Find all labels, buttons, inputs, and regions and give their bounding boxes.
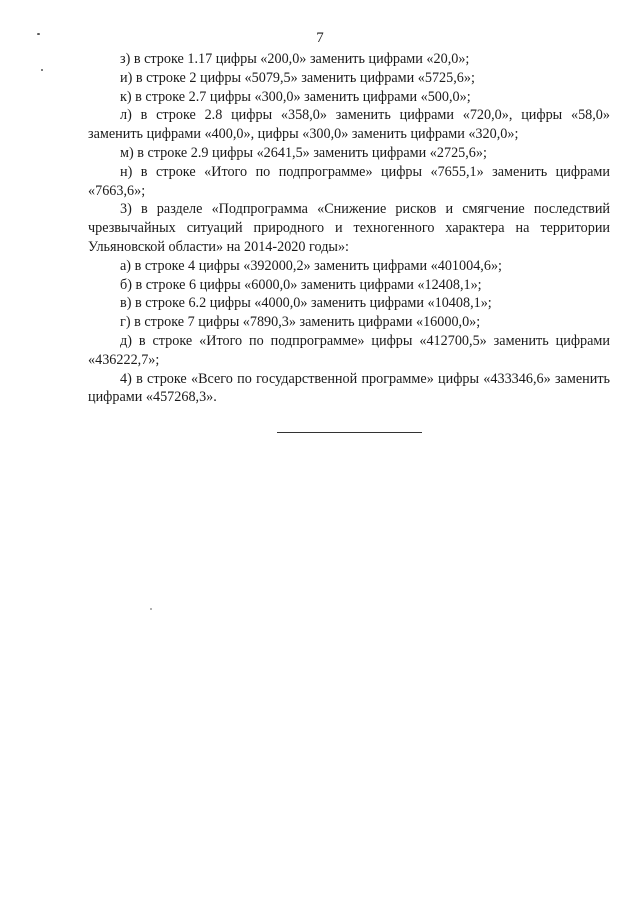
paragraph-item-n: н) в строке «Итого по подпрограмме» цифры «7655,1» заменить цифрами «7663,6»; — [88, 163, 610, 199]
paragraph-section-4: 4) в строке «Всего по государственной программе» цифры «433346,6» заменить цифрами «457268,3». — [88, 370, 610, 406]
paragraph-item-g: г) в строке 7 цифры «7890,3» заменить цифрами «16000,0»; — [120, 314, 481, 331]
end-divider-line — [277, 432, 422, 433]
paragraph-item-i: и) в строке 2 цифры «5079,5» заменить цифрами «5725,6»; — [120, 69, 475, 86]
paragraph-item-l: л) в строке 2.8 цифры «358,0» заменить цифрами «720,0», цифры «58,0» заменить цифрами «400,0», цифры «300,0» заменить цифрами «320,0»; — [88, 107, 610, 143]
paragraph-item-b: б) в строке 6 цифры «6000,0» заменить цифрами «12408,1»; — [120, 276, 482, 293]
paragraph-item-z: з) в строке 1.17 цифры «200,0» заменить цифрами «20,0»; — [120, 51, 470, 67]
paragraph-item-m: м) в строке 2.9 цифры «2641,5» заменить цифрами «2725,6»; — [120, 144, 487, 161]
paragraph-section-3: 3) в разделе «Подпрограмма «Снижение рисков и смягчение последствий чрезвычайных ситуаций природного и техногенного характера на территории Ульяновской области» на 2014-2020 годы»: — [88, 201, 610, 255]
document-body — [88, 50, 610, 407]
page-number: 7 — [316, 30, 324, 46]
paragraph-item-d: д) в строке «Итого по подпрограмме» цифры «412700,5» заменить цифрами «436222,7»; — [88, 332, 610, 368]
paragraph-item-k: к) в строке 2.7 цифры «300,0» заменить цифрами «500,0»; — [120, 88, 471, 105]
scan-speck — [150, 608, 152, 610]
scan-speck — [41, 69, 43, 71]
scan-speck — [37, 33, 40, 35]
paragraph-item-v: в) в строке 6.2 цифры «4000,0» заменить цифрами «10408,1»; — [120, 295, 492, 312]
paragraph-item-a: а) в строке 4 цифры «392000,2» заменить цифрами «401004,6»; — [120, 257, 502, 274]
